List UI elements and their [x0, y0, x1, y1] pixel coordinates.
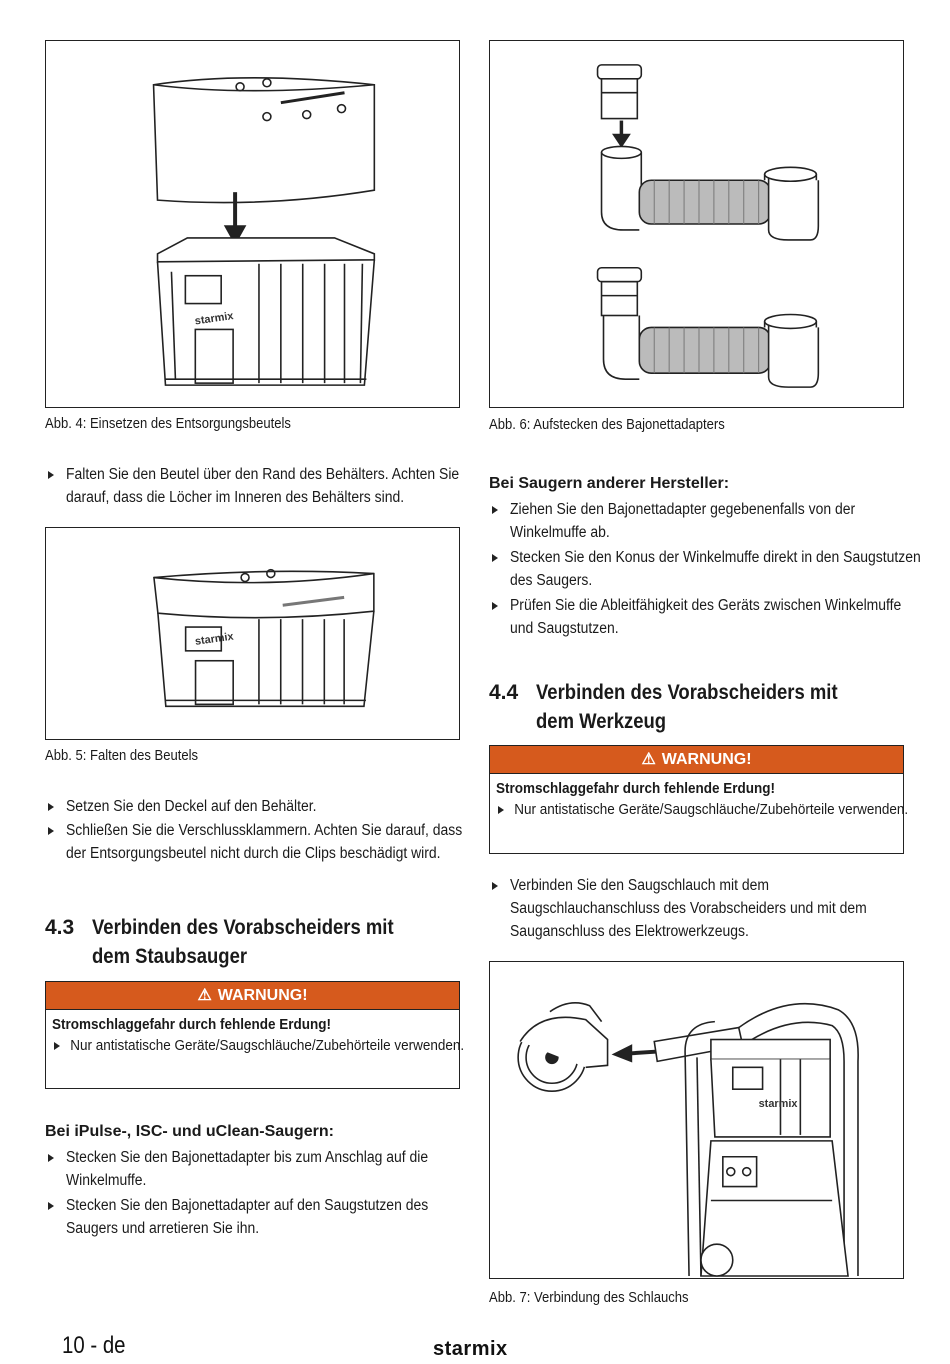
warning-box — [45, 981, 465, 1089]
section-title: Verbinden des Vorabscheiders mit dem Werkzeug — [536, 681, 838, 733]
bag-insert-illustration — [46, 41, 459, 407]
section-title: Verbinden des Vorabscheiders mit dem Staubsauger — [92, 916, 394, 968]
figure-4-bag-insert — [45, 40, 460, 408]
list-item: Prüfen Sie die Ableitfähigkeit des Geräts zwischen Winkelmuffe und Saugstutzen. — [492, 594, 904, 640]
list-item: Stecken Sie den Bajonettadapter bis zum Anschlag auf die Winkelmuffe. — [48, 1146, 460, 1192]
brand-logo: starmix — [433, 1338, 508, 1360]
warning-triangle-icon: ⚠ — [641, 751, 656, 768]
list-item: Stecken Sie den Bajonettadapter auf den Saugstutzen des Saugers und arretieren Sie ihn. — [48, 1194, 460, 1240]
warning-item: Nur antistatische Geräte/Saugschläuche/Zubehörteile verwenden. — [498, 799, 903, 821]
warning-header: ⚠ WARNUNG! — [46, 982, 459, 1010]
page-number: 10 - de — [62, 1332, 126, 1359]
list-item: Falten Sie den Beutel über den Rand des Behälters. Achten Sie darauf, dass die Löcher im Inneren des Behälters sind. — [48, 463, 460, 509]
list-item: Ziehen Sie den Bajonettadapter gegebenenfalls von der Winkelmuffe ab. — [492, 498, 904, 544]
section-number: 4.3 — [45, 916, 75, 939]
list-item: Setzen Sie den Deckel auf den Behälter. — [48, 795, 460, 818]
container-brand-label: starmix — [194, 630, 235, 648]
subheading-ipulse: Bei iPulse-, ISC- und uClean-Saugern: — [45, 1123, 334, 1140]
subheading-other-manufacturers: Bei Saugern anderer Hersteller: — [489, 475, 730, 492]
warning-lead: Stromschlaggefahr durch fehlende Erdung! — [52, 1016, 332, 1033]
bayonet-adapter-illustration — [490, 41, 903, 407]
section-number: 4.4 — [489, 681, 519, 704]
figure-5-bag-fold — [45, 527, 460, 740]
figure-6-caption: Abb. 6: Aufstecken des Bajonettadapters — [489, 417, 725, 433]
section-heading-4-3 — [45, 913, 460, 973]
hose-connection-illustration — [490, 962, 903, 1278]
container-brand-label: starmix — [194, 310, 235, 328]
figure-5-caption: Abb. 5: Falten des Beutels — [45, 748, 199, 764]
warning-header: ⚠ WARNUNG! — [490, 746, 903, 774]
figure-7-hose-connection — [489, 961, 904, 1279]
figure-7-caption: Abb. 7: Verbindung des Schlauchs — [489, 1290, 689, 1306]
warning-item: Nur antistatische Geräte/Saugschläuche/Zubehörteile verwenden. — [54, 1035, 459, 1057]
list-item: Stecken Sie den Konus der Winkelmuffe direkt in den Saugstutzen des Saugers. — [492, 546, 904, 592]
bag-fold-illustration — [46, 528, 459, 739]
warning-triangle-icon: ⚠ — [197, 987, 212, 1004]
figure-4-caption: Abb. 4: Einsetzen des Entsorgungsbeutels — [45, 416, 291, 432]
list-item: Schließen Sie die Verschlussklammern. Achten Sie darauf, dass der Entsorgungsbeutel nicht durch die Clips beschädigt wird. — [48, 819, 460, 865]
warning-lead: Stromschlaggefahr durch fehlende Erdung! — [496, 780, 776, 797]
section-heading-4-4 — [489, 678, 904, 738]
container-brand-label: starmix — [758, 1098, 798, 1111]
figure-6-bayonet-adapter — [489, 40, 904, 408]
list-item: Verbinden Sie den Saugschlauch mit dem Saugschlauchanschluss des Vorabscheiders und mit dem Sauganschluss des Elektrowerkzeugs. — [492, 874, 904, 943]
warning-box — [489, 745, 909, 854]
